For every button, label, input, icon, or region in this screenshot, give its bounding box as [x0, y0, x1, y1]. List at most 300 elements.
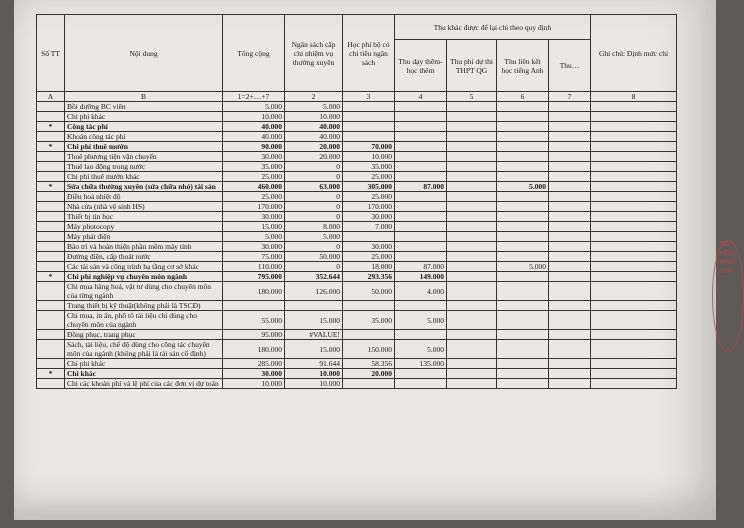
cell-c7	[549, 311, 591, 330]
table-row	[37, 172, 677, 182]
cell-total: 55.000	[223, 311, 285, 330]
index-cell: A	[37, 92, 65, 102]
cell-ns: 15.000	[285, 340, 343, 359]
cell-c6	[497, 222, 549, 232]
cell-stt	[37, 102, 65, 112]
cell-name: Thuê lao động trong nước	[65, 162, 223, 172]
cell-c4	[395, 132, 447, 142]
table-row	[37, 122, 677, 132]
cell-c4: 87.000	[395, 262, 447, 272]
cell-c6: 5.000	[497, 262, 549, 272]
header-thu-phi-thpt: Thu phí dự thi THPT QG	[447, 40, 497, 92]
cell-c8	[591, 202, 677, 212]
cell-ns: 0	[285, 172, 343, 182]
cell-ns: 20.000	[285, 142, 343, 152]
cell-c6	[497, 282, 549, 301]
cell-c8	[591, 369, 677, 379]
cell-hp: 35.000	[343, 162, 395, 172]
cell-c4: 149.000	[395, 272, 447, 282]
cell-ns: 8.000	[285, 222, 343, 232]
cell-c6	[497, 122, 549, 132]
cell-c4	[395, 379, 447, 389]
cell-ns: 0	[285, 262, 343, 272]
cell-hp: 30.000	[343, 212, 395, 222]
cell-c6	[497, 242, 549, 252]
cell-total: 30.000	[223, 152, 285, 162]
table-row	[37, 142, 677, 152]
cell-c8	[591, 311, 677, 330]
table-row	[37, 311, 677, 330]
cell-c6	[497, 172, 549, 182]
cell-c6	[497, 162, 549, 172]
cell-c7	[549, 330, 591, 340]
cell-c5	[447, 252, 497, 262]
cell-c5	[447, 172, 497, 182]
header-thu-khac: Thu khác được để lại chi theo quy định	[395, 15, 591, 40]
cell-c5	[447, 182, 497, 192]
cell-c4	[395, 252, 447, 262]
table-row	[37, 152, 677, 162]
cell-name: Sửa chữa thường xuyên (sửa chữa nhỏ) tài sản	[65, 182, 223, 192]
index-cell: 7	[549, 92, 591, 102]
cell-total: 10.000	[223, 379, 285, 389]
cell-ns: 15.000	[285, 311, 343, 330]
cell-stt	[37, 162, 65, 172]
cell-c7	[549, 252, 591, 262]
cell-c4	[395, 112, 447, 122]
cell-ns: 0	[285, 192, 343, 202]
cell-c7	[549, 369, 591, 379]
cell-c8	[591, 152, 677, 162]
cell-name: Máy phát điện	[65, 232, 223, 242]
cell-c6	[497, 359, 549, 369]
cell-c5	[447, 359, 497, 369]
cell-total: 35.000	[223, 162, 285, 172]
header-ghi-chu: Ghi chú: Định mức chi	[591, 15, 677, 92]
cell-c6	[497, 252, 549, 262]
index-cell: B	[65, 92, 223, 102]
cell-c5	[447, 192, 497, 202]
table-row	[37, 262, 677, 272]
cell-c8	[591, 340, 677, 359]
cell-stt	[37, 112, 65, 122]
header-thu-lien-ket: Thu liên kết học tiếng Anh	[497, 40, 549, 92]
cell-c5	[447, 301, 497, 311]
cell-stt	[37, 262, 65, 272]
cell-c6	[497, 340, 549, 359]
cell-stt	[37, 172, 65, 182]
cell-c4	[395, 102, 447, 112]
cell-c8	[591, 142, 677, 152]
red-stamp	[720, 240, 740, 350]
cell-c5	[447, 142, 497, 152]
cell-total: 40.000	[223, 132, 285, 142]
cell-c7	[549, 172, 591, 182]
cell-c6	[497, 272, 549, 282]
cell-hp	[343, 112, 395, 122]
cell-stt	[37, 282, 65, 301]
index-cell: 8	[591, 92, 677, 102]
cell-c8	[591, 282, 677, 301]
document-page	[14, 0, 736, 520]
cell-c8	[591, 301, 677, 311]
header-noi-dung: Nội dung	[65, 15, 223, 92]
cell-c5	[447, 122, 497, 132]
cell-c7	[549, 379, 591, 389]
cell-stt	[37, 192, 65, 202]
cell-c7	[549, 192, 591, 202]
cell-c4: 5.000	[395, 311, 447, 330]
cell-total: 40.000	[223, 122, 285, 132]
cell-c4	[395, 242, 447, 252]
cell-total: 30.000	[223, 369, 285, 379]
cell-total: 75.000	[223, 252, 285, 262]
cell-c4: 135.000	[395, 359, 447, 369]
cell-name: Chi các khoản phí và lệ phí của các đơn vị dự toán	[65, 379, 223, 389]
cell-ns: 10.000	[285, 379, 343, 389]
table-row	[37, 212, 677, 222]
cell-hp: 20.000	[343, 369, 395, 379]
cell-c8	[591, 252, 677, 262]
cell-c8	[591, 272, 677, 282]
table-row	[37, 282, 677, 301]
cell-ns: 40.000	[285, 132, 343, 142]
table-header	[37, 15, 677, 102]
cell-c4	[395, 222, 447, 232]
stamp-ring	[712, 240, 744, 352]
header-thu-day: Thu dạy thêm- học thêm	[395, 40, 447, 92]
cell-hp: 170.000	[343, 202, 395, 212]
budget-table	[36, 14, 677, 389]
cell-c6	[497, 142, 549, 152]
header-ngan-sach: Ngân sách cấp chi nhiệm vụ thường xuyên	[285, 15, 343, 92]
cell-c8	[591, 359, 677, 369]
header-thu-other: Thu…	[549, 40, 591, 92]
cell-name: Chi phí thuê mướn khác	[65, 172, 223, 182]
cell-c8	[591, 122, 677, 132]
cell-c6	[497, 369, 549, 379]
cell-c8	[591, 212, 677, 222]
cell-total: 170.000	[223, 202, 285, 212]
cell-name: Chi phí khác	[65, 112, 223, 122]
cell-hp: 70.000	[343, 142, 395, 152]
cell-total: 5.000	[223, 232, 285, 242]
cell-ns: 0	[285, 162, 343, 172]
cell-c6	[497, 102, 549, 112]
cell-total: 30.000	[223, 212, 285, 222]
cell-stt	[37, 311, 65, 330]
cell-c7	[549, 142, 591, 152]
cell-c4	[395, 232, 447, 242]
table-row	[37, 359, 677, 369]
cell-hp: 58.356	[343, 359, 395, 369]
cell-ns: #VALUE!	[285, 330, 343, 340]
cell-c5	[447, 340, 497, 359]
cell-stt	[37, 340, 65, 359]
cell-stt	[37, 301, 65, 311]
cell-hp: 18.000	[343, 262, 395, 272]
cell-c5	[447, 232, 497, 242]
cell-name: Trang thiết bị kỹ thuật(không phải là TSCĐ)	[65, 301, 223, 311]
cell-c4	[395, 152, 447, 162]
cell-c4	[395, 172, 447, 182]
table-row	[37, 102, 677, 112]
cell-c6	[497, 132, 549, 142]
cell-hp: 35.000	[343, 311, 395, 330]
cell-c6	[497, 112, 549, 122]
table-row	[37, 369, 677, 379]
cell-stt: *	[37, 272, 65, 282]
cell-c4	[395, 202, 447, 212]
cell-c8	[591, 172, 677, 182]
cell-total: 15.000	[223, 222, 285, 232]
table-row	[37, 301, 677, 311]
cell-c7	[549, 112, 591, 122]
cell-stt: *	[37, 142, 65, 152]
cell-ns: 0	[285, 202, 343, 212]
table-row	[37, 242, 677, 252]
cell-name: Chi phí thuê mướn	[65, 142, 223, 152]
cell-c5	[447, 330, 497, 340]
cell-name: Chi khác	[65, 369, 223, 379]
cell-total	[223, 301, 285, 311]
cell-total: 180.000	[223, 282, 285, 301]
cell-c6	[497, 212, 549, 222]
cell-c5	[447, 311, 497, 330]
table-row	[37, 252, 677, 262]
cell-name: Bồi dưỡng BC viên	[65, 102, 223, 112]
cell-stt	[37, 330, 65, 340]
index-cell: 2	[285, 92, 343, 102]
cell-c6	[497, 152, 549, 162]
cell-c8	[591, 112, 677, 122]
cell-c5	[447, 102, 497, 112]
cell-hp	[343, 102, 395, 112]
cell-name: Chi phí khác	[65, 359, 223, 369]
cell-total: 285.000	[223, 359, 285, 369]
header-hoc-phi: Học phí bộ có chi tiêu ngân sách	[343, 15, 395, 92]
cell-total: 95.000	[223, 330, 285, 340]
cell-name: Công tác phí	[65, 122, 223, 132]
cell-name: Thuê phương tiện vận chuyển	[65, 152, 223, 162]
cell-stt: *	[37, 122, 65, 132]
header-stt: Số TT	[37, 15, 65, 92]
cell-ns: 40.000	[285, 122, 343, 132]
cell-hp: 150.000	[343, 340, 395, 359]
cell-c8	[591, 222, 677, 232]
cell-c4: 4.000	[395, 282, 447, 301]
cell-stt	[37, 379, 65, 389]
cell-c7	[549, 242, 591, 252]
cell-c7	[549, 182, 591, 192]
cell-hp: 25.000	[343, 192, 395, 202]
cell-hp: 30.000	[343, 242, 395, 252]
cell-c4	[395, 330, 447, 340]
cell-c4	[395, 122, 447, 132]
cell-c7	[549, 262, 591, 272]
cell-c8	[591, 192, 677, 202]
cell-c7	[549, 282, 591, 301]
cell-total: 25.000	[223, 172, 285, 182]
cell-name: Bảo trì và hoàn thiện phần mềm máy tính	[65, 242, 223, 252]
cell-c7	[549, 102, 591, 112]
cell-c8	[591, 182, 677, 192]
table-row	[37, 182, 677, 192]
cell-ns	[285, 301, 343, 311]
cell-c4	[395, 142, 447, 152]
cell-name: Khoán công tác phí	[65, 132, 223, 142]
cell-hp: 293.356	[343, 272, 395, 282]
cell-ns: 91.644	[285, 359, 343, 369]
cell-c7	[549, 340, 591, 359]
cell-hp	[343, 301, 395, 311]
table-row	[37, 272, 677, 282]
cell-c4	[395, 162, 447, 172]
table-row	[37, 192, 677, 202]
cell-c7	[549, 212, 591, 222]
cell-c8	[591, 162, 677, 172]
cell-c4	[395, 301, 447, 311]
cell-c7	[549, 162, 591, 172]
table-row	[37, 379, 677, 389]
cell-name: Nhà cửa (nhà vệ sinh HS)	[65, 202, 223, 212]
cell-c5	[447, 282, 497, 301]
cell-c7	[549, 152, 591, 162]
cell-stt	[37, 232, 65, 242]
cell-total: 5.000	[223, 102, 285, 112]
cell-hp	[343, 379, 395, 389]
cell-c7	[549, 132, 591, 142]
table-row	[37, 162, 677, 172]
cell-name: Chi mua, in ấn, phô tô tài liệu chỉ dùng cho chuyên môn của ngành	[65, 311, 223, 330]
cell-c6	[497, 232, 549, 242]
index-cell: 1=2+…+7	[223, 92, 285, 102]
cell-c5	[447, 162, 497, 172]
cell-c8	[591, 379, 677, 389]
cell-stt: *	[37, 369, 65, 379]
cell-c5	[447, 112, 497, 122]
cell-c4	[395, 212, 447, 222]
cell-c5	[447, 272, 497, 282]
cell-ns: 0	[285, 212, 343, 222]
cell-ns: 63.000	[285, 182, 343, 192]
cell-c8	[591, 232, 677, 242]
table-row	[37, 112, 677, 122]
cell-stt	[37, 252, 65, 262]
cell-total: 25.000	[223, 192, 285, 202]
cell-ns: 0	[285, 242, 343, 252]
cell-c8	[591, 102, 677, 112]
cell-name: Các tài sản và công trình hạ tầng cơ sở khác	[65, 262, 223, 272]
cell-c5	[447, 262, 497, 272]
cell-total: 30.000	[223, 242, 285, 252]
cell-c6	[497, 301, 549, 311]
cell-c7	[549, 301, 591, 311]
cell-stt	[37, 359, 65, 369]
cell-stt	[37, 132, 65, 142]
cell-stt: *	[37, 182, 65, 192]
cell-c7	[549, 359, 591, 369]
table-row	[37, 202, 677, 212]
cell-ns: 126.000	[285, 282, 343, 301]
cell-c6	[497, 192, 549, 202]
index-cell: 5	[447, 92, 497, 102]
cell-c5	[447, 369, 497, 379]
cell-total: 90.000	[223, 142, 285, 152]
table-row	[37, 340, 677, 359]
cell-ns: 5.000	[285, 102, 343, 112]
cell-total: 110.000	[223, 262, 285, 272]
cell-hp: 7.000	[343, 222, 395, 232]
cell-c4	[395, 369, 447, 379]
cell-total: 10.000	[223, 112, 285, 122]
cell-name: Đường điện, cấp thoát nước	[65, 252, 223, 262]
cell-c5	[447, 242, 497, 252]
cell-c5	[447, 379, 497, 389]
cell-hp	[343, 232, 395, 242]
index-cell: 4	[395, 92, 447, 102]
cell-c6	[497, 311, 549, 330]
cell-hp	[343, 132, 395, 142]
cell-c7	[549, 232, 591, 242]
cell-c4: 87.000	[395, 182, 447, 192]
cell-hp	[343, 122, 395, 132]
cell-c7	[549, 272, 591, 282]
cell-ns: 20.000	[285, 152, 343, 162]
cell-hp: 25.000	[343, 172, 395, 182]
cell-c6	[497, 202, 549, 212]
cell-total: 180.000	[223, 340, 285, 359]
cell-stt	[37, 222, 65, 232]
table-row	[37, 222, 677, 232]
cell-name: Điều hoà nhiệt độ	[65, 192, 223, 202]
cell-c7	[549, 222, 591, 232]
cell-hp: 10.000	[343, 152, 395, 162]
stamp-text: NG HỌC ĐNG ỊNH	[720, 241, 736, 275]
cell-stt	[37, 202, 65, 212]
cell-c5	[447, 212, 497, 222]
cell-ns: 5.000	[285, 232, 343, 242]
cell-total: 795.000	[223, 272, 285, 282]
cell-c6	[497, 379, 549, 389]
cell-c8	[591, 132, 677, 142]
cell-name: Sách, tài liệu, chế độ dùng cho công tác chuyên môn của ngành (không phải là tài sản cố định)	[65, 340, 223, 359]
cell-c7	[549, 122, 591, 132]
cell-c8	[591, 262, 677, 272]
index-cell: 3	[343, 92, 395, 102]
cell-ns: 352.644	[285, 272, 343, 282]
cell-c8	[591, 242, 677, 252]
table-body	[37, 102, 677, 389]
cell-name: Đồng phục, trang phục	[65, 330, 223, 340]
cell-hp: 305.000	[343, 182, 395, 192]
cell-c5	[447, 222, 497, 232]
cell-c4: 5.000	[395, 340, 447, 359]
header-tong-cong: Tổng cộng	[223, 15, 285, 92]
cell-hp: 25.000	[343, 252, 395, 262]
cell-ns: 50.000	[285, 252, 343, 262]
cell-ns: 10.000	[285, 112, 343, 122]
table-row	[37, 132, 677, 142]
cell-name: Máy photocopy	[65, 222, 223, 232]
cell-ns: 10.000	[285, 369, 343, 379]
cell-c8	[591, 330, 677, 340]
cell-hp	[343, 330, 395, 340]
cell-c7	[549, 202, 591, 212]
cell-c6	[497, 330, 549, 340]
cell-stt	[37, 152, 65, 162]
cell-c4	[395, 192, 447, 202]
